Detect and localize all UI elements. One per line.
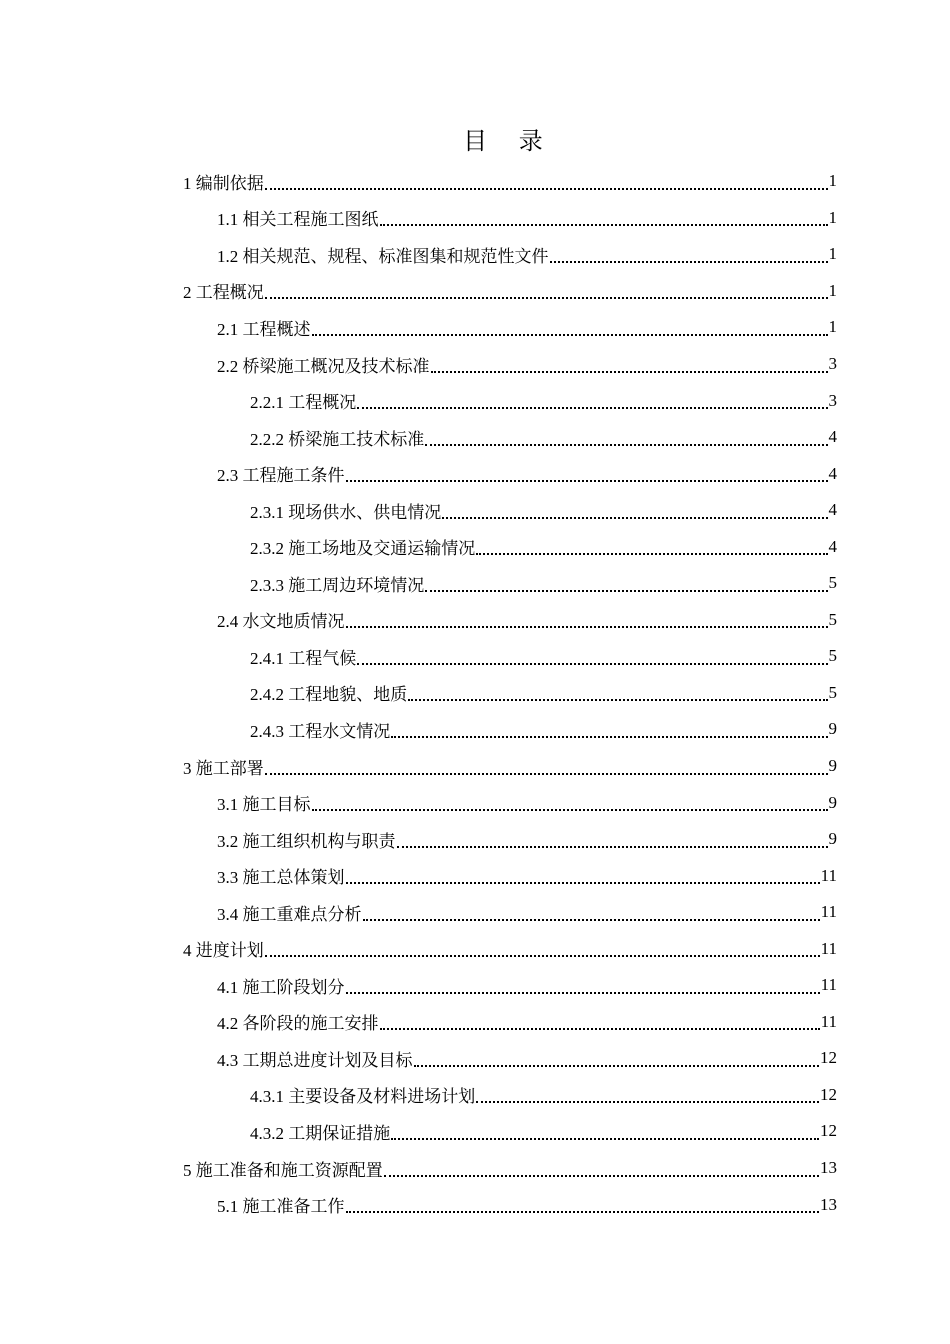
toc-entry[interactable] [0,200,950,237]
dot-leader [312,808,828,811]
toc-entry-page-number: 12 [820,1121,837,1141]
dot-leader [391,735,827,738]
toc-entry-title: 2.3.2 施工场地及交通运输情况 [250,539,476,559]
toc-entry[interactable] [0,1113,950,1150]
toc-entry-page-number: 5 [828,573,837,593]
dot-leader [442,516,827,519]
toc-entry-page-number: 13 [820,1194,837,1214]
toc-entry-page-number: 12 [820,1084,837,1104]
toc-entry-title: 2.2.2 桥梁施工技术标准 [250,429,425,449]
dot-leader [346,881,820,884]
dot-leader [397,845,828,848]
dot-leader [425,443,827,446]
dot-leader [380,223,828,226]
toc-entry[interactable] [0,565,950,602]
toc-entry-title: 4.2 各阶段的施工安排 [217,1014,379,1034]
toc-entry-title: 5 施工准备和施工资源配置 [183,1160,383,1180]
toc-entry-title: 2.1 工程概述 [217,319,311,339]
toc-entry[interactable] [0,711,950,748]
toc-entry-page-number: 4 [828,427,837,447]
toc-entry-title: 2 工程概况 [183,283,264,303]
toc-entry[interactable] [0,163,950,200]
toc-entry-page-number: 4 [828,500,837,520]
toc-list [0,163,950,1223]
toc-entry[interactable] [0,675,950,712]
dot-leader [408,698,827,701]
dot-leader [363,918,820,921]
toc-entry[interactable] [0,857,950,894]
toc-entry-title: 3.1 施工目标 [217,795,311,815]
toc-entry[interactable] [0,382,950,419]
toc-entry-page-number: 5 [828,646,837,666]
toc-entry[interactable] [0,419,950,456]
dot-leader [265,187,828,190]
toc-entry-page-number: 9 [828,792,837,812]
toc-entry-page-number: 12 [820,1048,837,1068]
toc-entry-title: 2.4.3 工程水文情况 [250,721,391,741]
toc-entry-page-number: 1 [828,244,837,264]
dot-leader [414,1064,820,1067]
toc-entry[interactable] [0,1077,950,1114]
toc-entry-page-number: 1 [828,280,837,300]
dot-leader [346,625,828,628]
toc-entry[interactable] [0,346,950,383]
toc-entry[interactable] [0,309,950,346]
toc-entry[interactable] [0,748,950,785]
toc-entry-page-number: 4 [828,536,837,556]
toc-entry-title: 3.3 施工总体策划 [217,868,345,888]
toc-entry[interactable] [0,930,950,967]
toc-entry-title: 4 进度计划 [183,941,264,961]
dot-leader [476,552,827,555]
toc-entry-page-number: 4 [828,463,837,483]
toc-entry[interactable] [0,273,950,310]
toc-entry-title: 2.3.1 现场供水、供电情况 [250,502,442,522]
toc-entry[interactable] [0,821,950,858]
dot-leader [476,1100,819,1103]
dot-leader [380,1027,820,1030]
toc-entry-title: 1.2 相关规范、规程、标准图集和规范性文件 [217,246,549,266]
toc-entry-page-number: 11 [820,1011,837,1031]
toc-entry-page-number: 11 [820,938,837,958]
toc-entry-page-number: 3 [828,354,837,373]
toc-entry[interactable] [0,1004,950,1041]
toc-entry-title: 4.3.2 工期保证措施 [250,1123,391,1143]
dot-leader [391,1137,819,1140]
toc-entry-page-number: 11 [820,865,837,885]
toc-entry-title: 1 编制依据 [183,173,264,193]
dot-leader [384,1174,819,1177]
dot-leader [357,406,827,409]
dot-leader [346,991,820,994]
toc-entry-page-number: 11 [820,975,837,995]
dot-leader [265,296,828,299]
toc-entry-page-number: 9 [828,756,837,776]
toc-entry-title: 4.1 施工阶段划分 [217,977,345,997]
toc-entry[interactable] [0,602,950,639]
toc-entry-title: 4.3 工期总进度计划及目标 [217,1050,413,1070]
toc-entry-page-number: 3 [828,390,837,410]
dot-leader [431,370,828,373]
dot-leader [357,662,827,665]
toc-entry[interactable] [0,894,950,931]
toc-entry-title: 3.4 施工重难点分析 [217,904,362,924]
toc-entry[interactable] [0,967,950,1004]
dot-leader [346,1210,820,1213]
toc-entry-page-number: 5 [828,682,837,702]
dot-leader [346,479,828,482]
toc-entry-page-number: 1 [828,207,837,227]
toc-entry-page-number: 11 [820,902,837,922]
toc-entry-title: 2.4 水文地质情况 [217,612,345,632]
dot-leader [265,954,820,957]
toc-entry[interactable] [0,492,950,529]
toc-entry-page-number: 13 [820,1158,837,1178]
toc-entry-title: 5.1 施工准备工作 [217,1197,345,1217]
toc-entry-title: 2.3.3 施工周边环境情况 [250,575,425,595]
toc-entry-page-number: 5 [828,609,837,629]
toc-entry[interactable] [0,528,950,565]
toc-entry[interactable] [0,236,950,273]
toc-entry[interactable] [0,1150,950,1187]
toc-entry-title: 2.4.1 工程气候 [250,648,357,668]
toc-entry-title: 4.3.1 主要设备及材料进场计划 [250,1087,476,1107]
dot-leader [425,589,827,592]
toc-entry-page-number: 1 [828,317,837,337]
dot-leader [265,772,828,775]
toc-entry-title: 2.4.2 工程地貌、地质 [250,685,408,705]
toc-title: 目 录 [463,127,555,155]
toc-entry-page-number: 9 [828,829,837,849]
toc-entry-title: 2.2.1 工程概况 [250,393,357,413]
toc-entry-title: 2.2 桥梁施工概况及技术标准 [217,356,430,376]
toc-entry-page-number: 9 [828,719,837,739]
toc-entry[interactable] [0,784,950,821]
dot-leader [312,333,828,336]
toc-entry[interactable] [0,1186,950,1223]
toc-entry[interactable] [0,455,950,492]
toc-entry-title: 1.1 相关工程施工图纸 [217,210,379,230]
dot-leader [550,260,828,263]
toc-entry-page-number: 1 [828,171,837,191]
toc-entry[interactable] [0,638,950,675]
toc-entry-title: 2.3 工程施工条件 [217,466,345,486]
toc-entry-title: 3 施工部署 [183,758,264,778]
toc-entry[interactable] [0,1040,950,1077]
toc-entry-title: 3.2 施工组织机构与职责 [217,831,396,851]
